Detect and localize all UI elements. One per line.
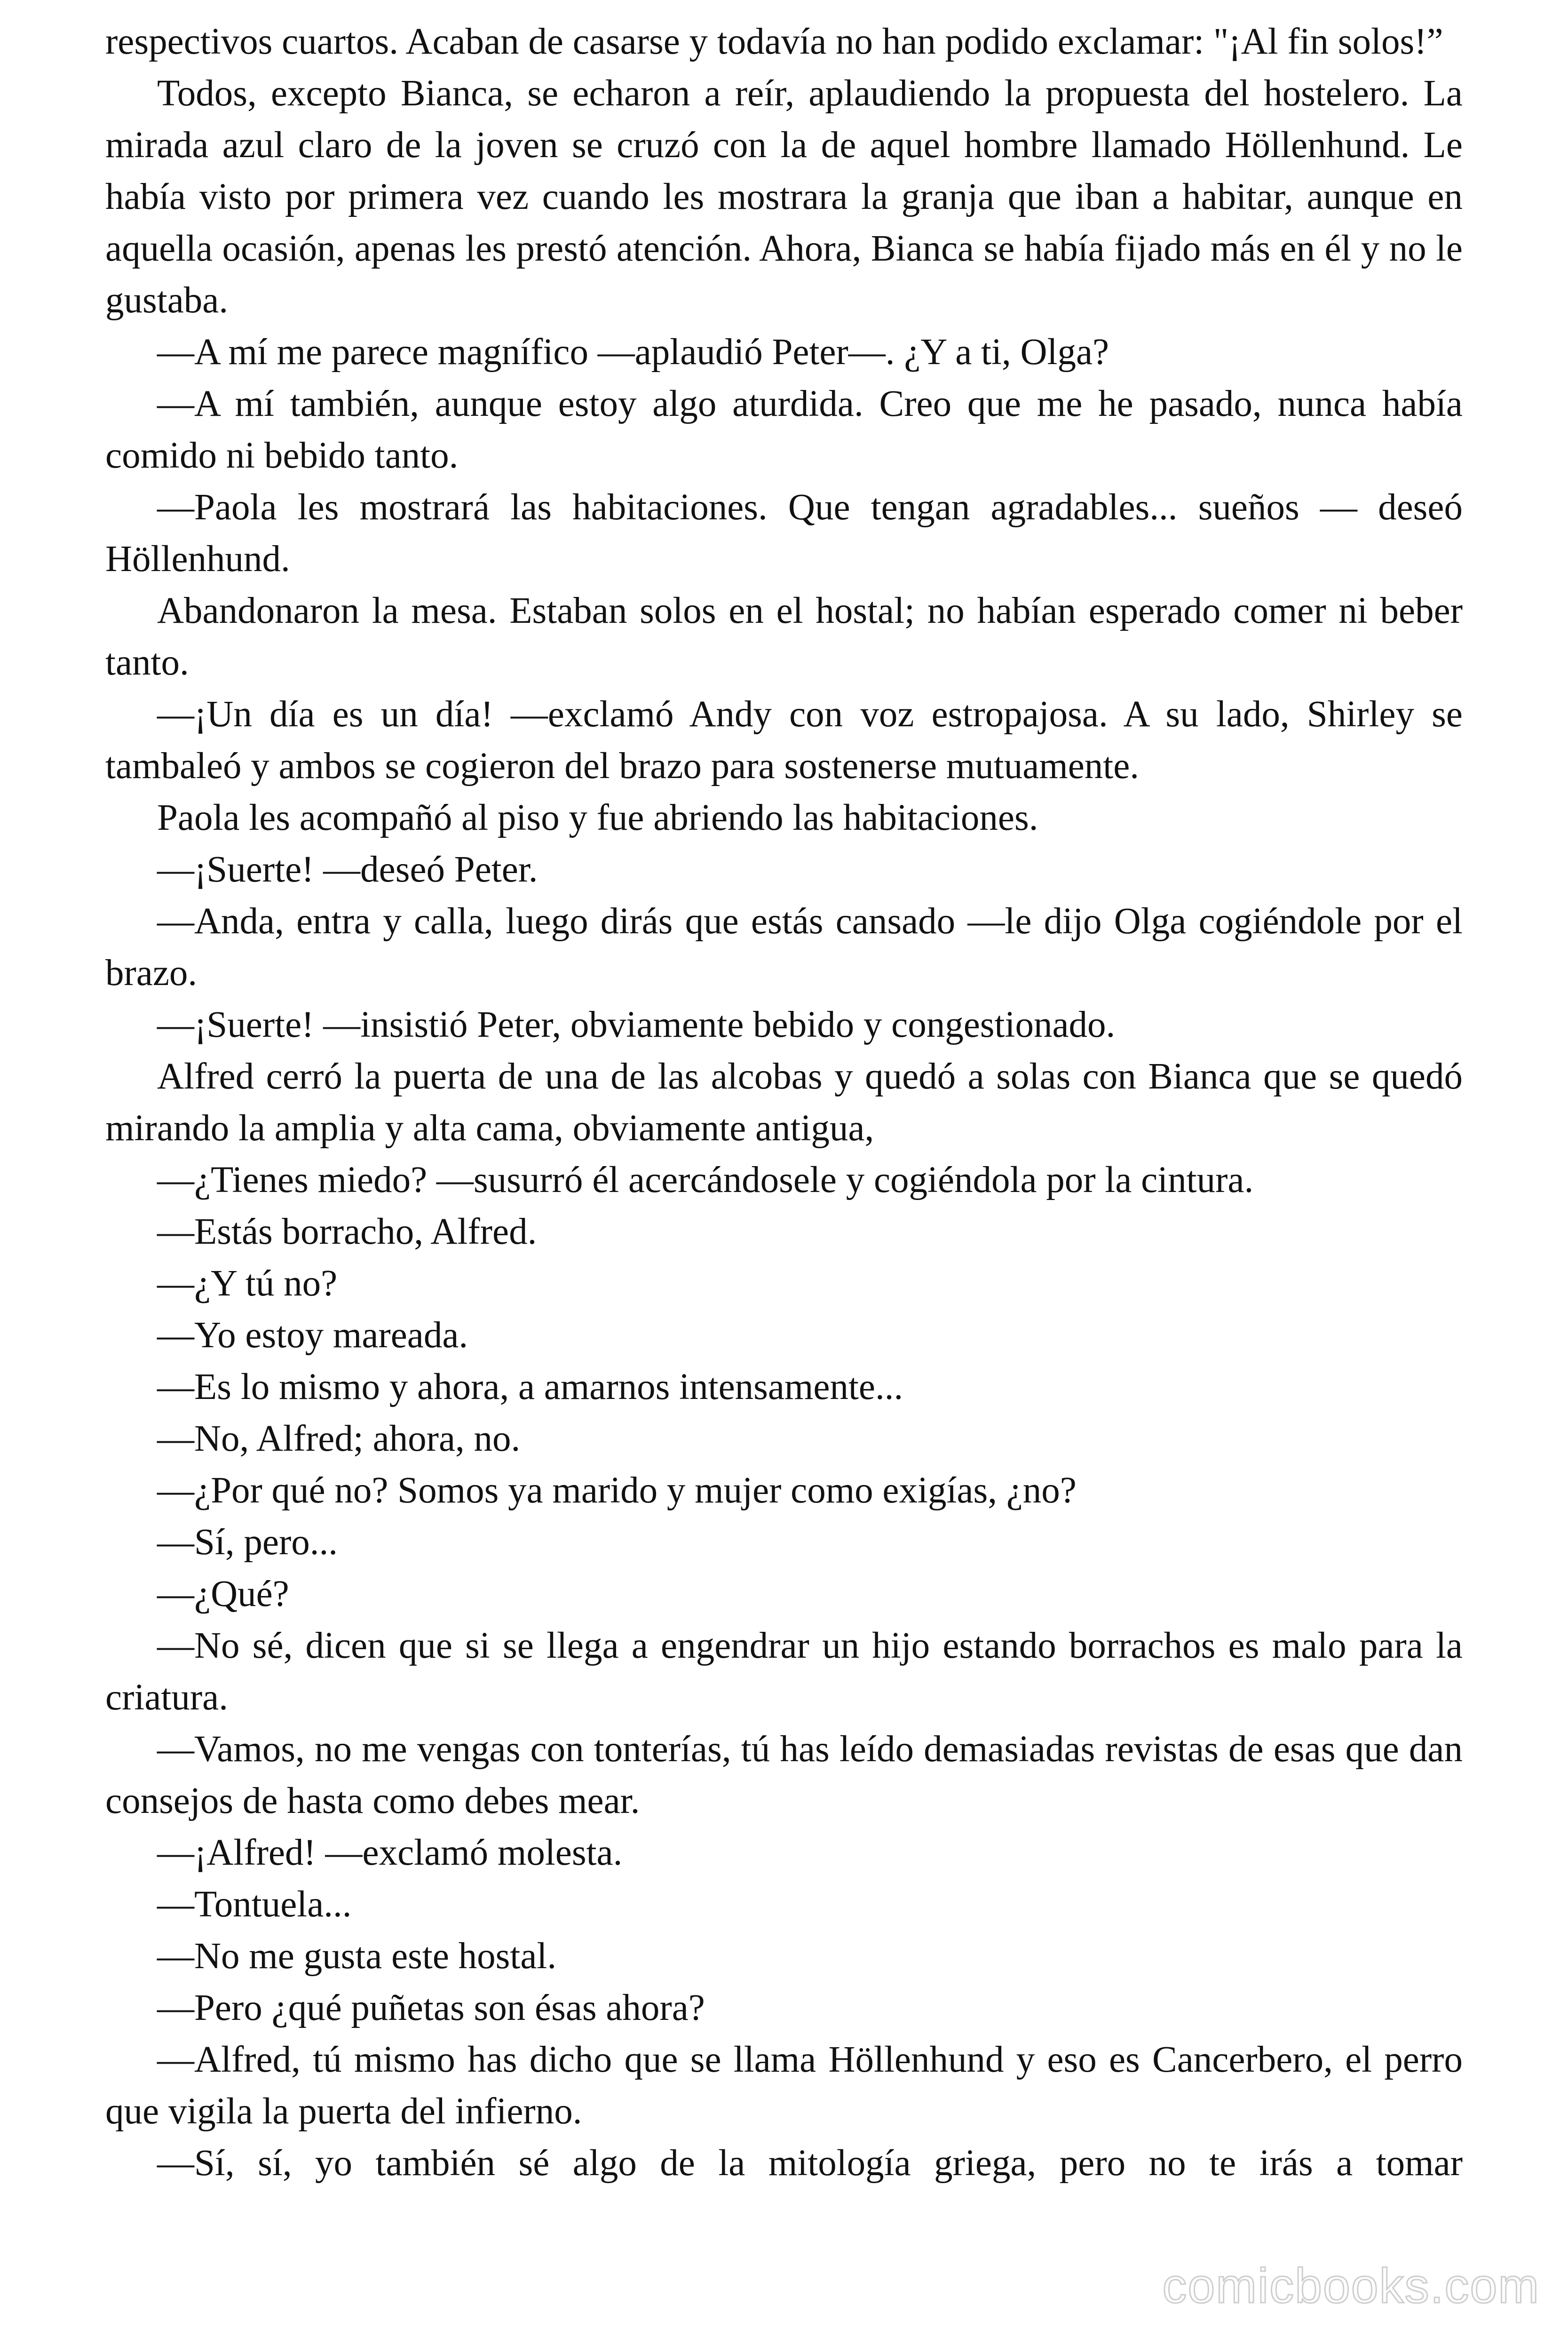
- paragraph: —Vamos, no me vengas con tonterías, tú has leído demasiadas revistas de esas que dan consejos de hasta como debes mear.: [105, 1729, 1463, 1821]
- paragraph: —¡Suerte! —deseó Peter.: [157, 849, 538, 890]
- paragraph: —No, Alfred; ahora, no.: [157, 1418, 521, 1459]
- paragraph: —Sí, sí, yo también sé algo de la mitología griega, pero no te irás a tomar: [157, 2143, 1463, 2184]
- paragraph: —Estás borracho, Alfred.: [157, 1211, 537, 1252]
- paragraph: —Sí, pero...: [157, 1522, 338, 1563]
- paragraph: —No sé, dicen que si se llega a engendrar un hijo estando borrachos es malo para la criatura.: [105, 1625, 1463, 1718]
- paragraph: Abandonaron la mesa. Estaban solos en el hostal; no habían esperado comer ni beber tanto.: [105, 590, 1463, 683]
- watermark: comicbooks.com: [1162, 2259, 1540, 2313]
- paragraph: —Es lo mismo y ahora, a amarnos intensamente...: [157, 1367, 903, 1407]
- paragraph: Alfred cerró la puerta de una de las alcobas y quedó a solas con Bianca que se quedó mirando la amplia y alta cama, obviamente antigua,: [105, 1056, 1463, 1149]
- paragraph: Paola les acompañó al piso y fue abriendo las habitaciones.: [157, 797, 1038, 838]
- paragraph: respectivos cuartos. Acaban de casarse y todavía no han podido exclamar: "¡Al fin solos!”: [105, 21, 1443, 62]
- paragraph: —¿Tienes miedo? —susurró él acercándosele y cogiéndola por la cintura.: [157, 1160, 1254, 1200]
- paragraph: —¡Un día es un día! —exclamó Andy con voz estropajosa. A su lado, Shirley se tambaleó y ambos se cogieron del brazo para sostenerse mutuamente.: [105, 694, 1463, 787]
- paragraph: Todos, excepto Bianca, se echaron a reír, aplaudiendo la propuesta del hostelero. La mirada azul claro de la joven se cruzó con la de aquel hombre llamado Höllenhund. Le había visto por primera vez cuando les mostrara la granja que iban a habitar, aunque en aquella ocasión, apenas les prestó atención. Ahora, Bianca se había fijado más en él y no le gustaba.: [105, 73, 1463, 321]
- paragraph: —A mí me parece magnífico —aplaudió Peter—. ¿Y a ti, Olga?: [157, 332, 1109, 373]
- paragraph: —¿Qué?: [157, 1573, 289, 1614]
- paragraph: —Yo estoy mareada.: [157, 1315, 468, 1356]
- paragraph: —Paola les mostrará las habitaciones. Que tengan agradables... sueños — deseó Höllenhund.: [105, 487, 1463, 580]
- paragraph: —Anda, entra y calla, luego dirás que estás cansado —le dijo Olga cogiéndole por el brazo.: [105, 901, 1463, 993]
- paragraph: —Alfred, tú mismo has dicho que se llama Höllenhund y eso es Cancerbero, el perro que vigila la puerta del infierno.: [105, 2039, 1463, 2132]
- paragraph: —A mí también, aunque estoy algo aturdida. Creo que me he pasado, nunca había comido ni bebido tanto.: [105, 383, 1463, 476]
- paragraph: —No me gusta este hostal.: [157, 1936, 557, 1977]
- page-body: [105, 16, 1463, 2189]
- paragraph: —¡Alfred! —exclamó molesta.: [157, 1832, 623, 1873]
- paragraph: —¿Por qué no? Somos ya marido y mujer como exigías, ¿no?: [157, 1470, 1077, 1511]
- paragraph: —Pero ¿qué puñetas son ésas ahora?: [157, 1987, 705, 2028]
- paragraph: —¡Suerte! —insistió Peter, obviamente bebido y congestionado.: [157, 1004, 1116, 1045]
- paragraph: —Tontuela...: [157, 1884, 352, 1925]
- paragraph: —¿Y tú no?: [157, 1263, 338, 1304]
